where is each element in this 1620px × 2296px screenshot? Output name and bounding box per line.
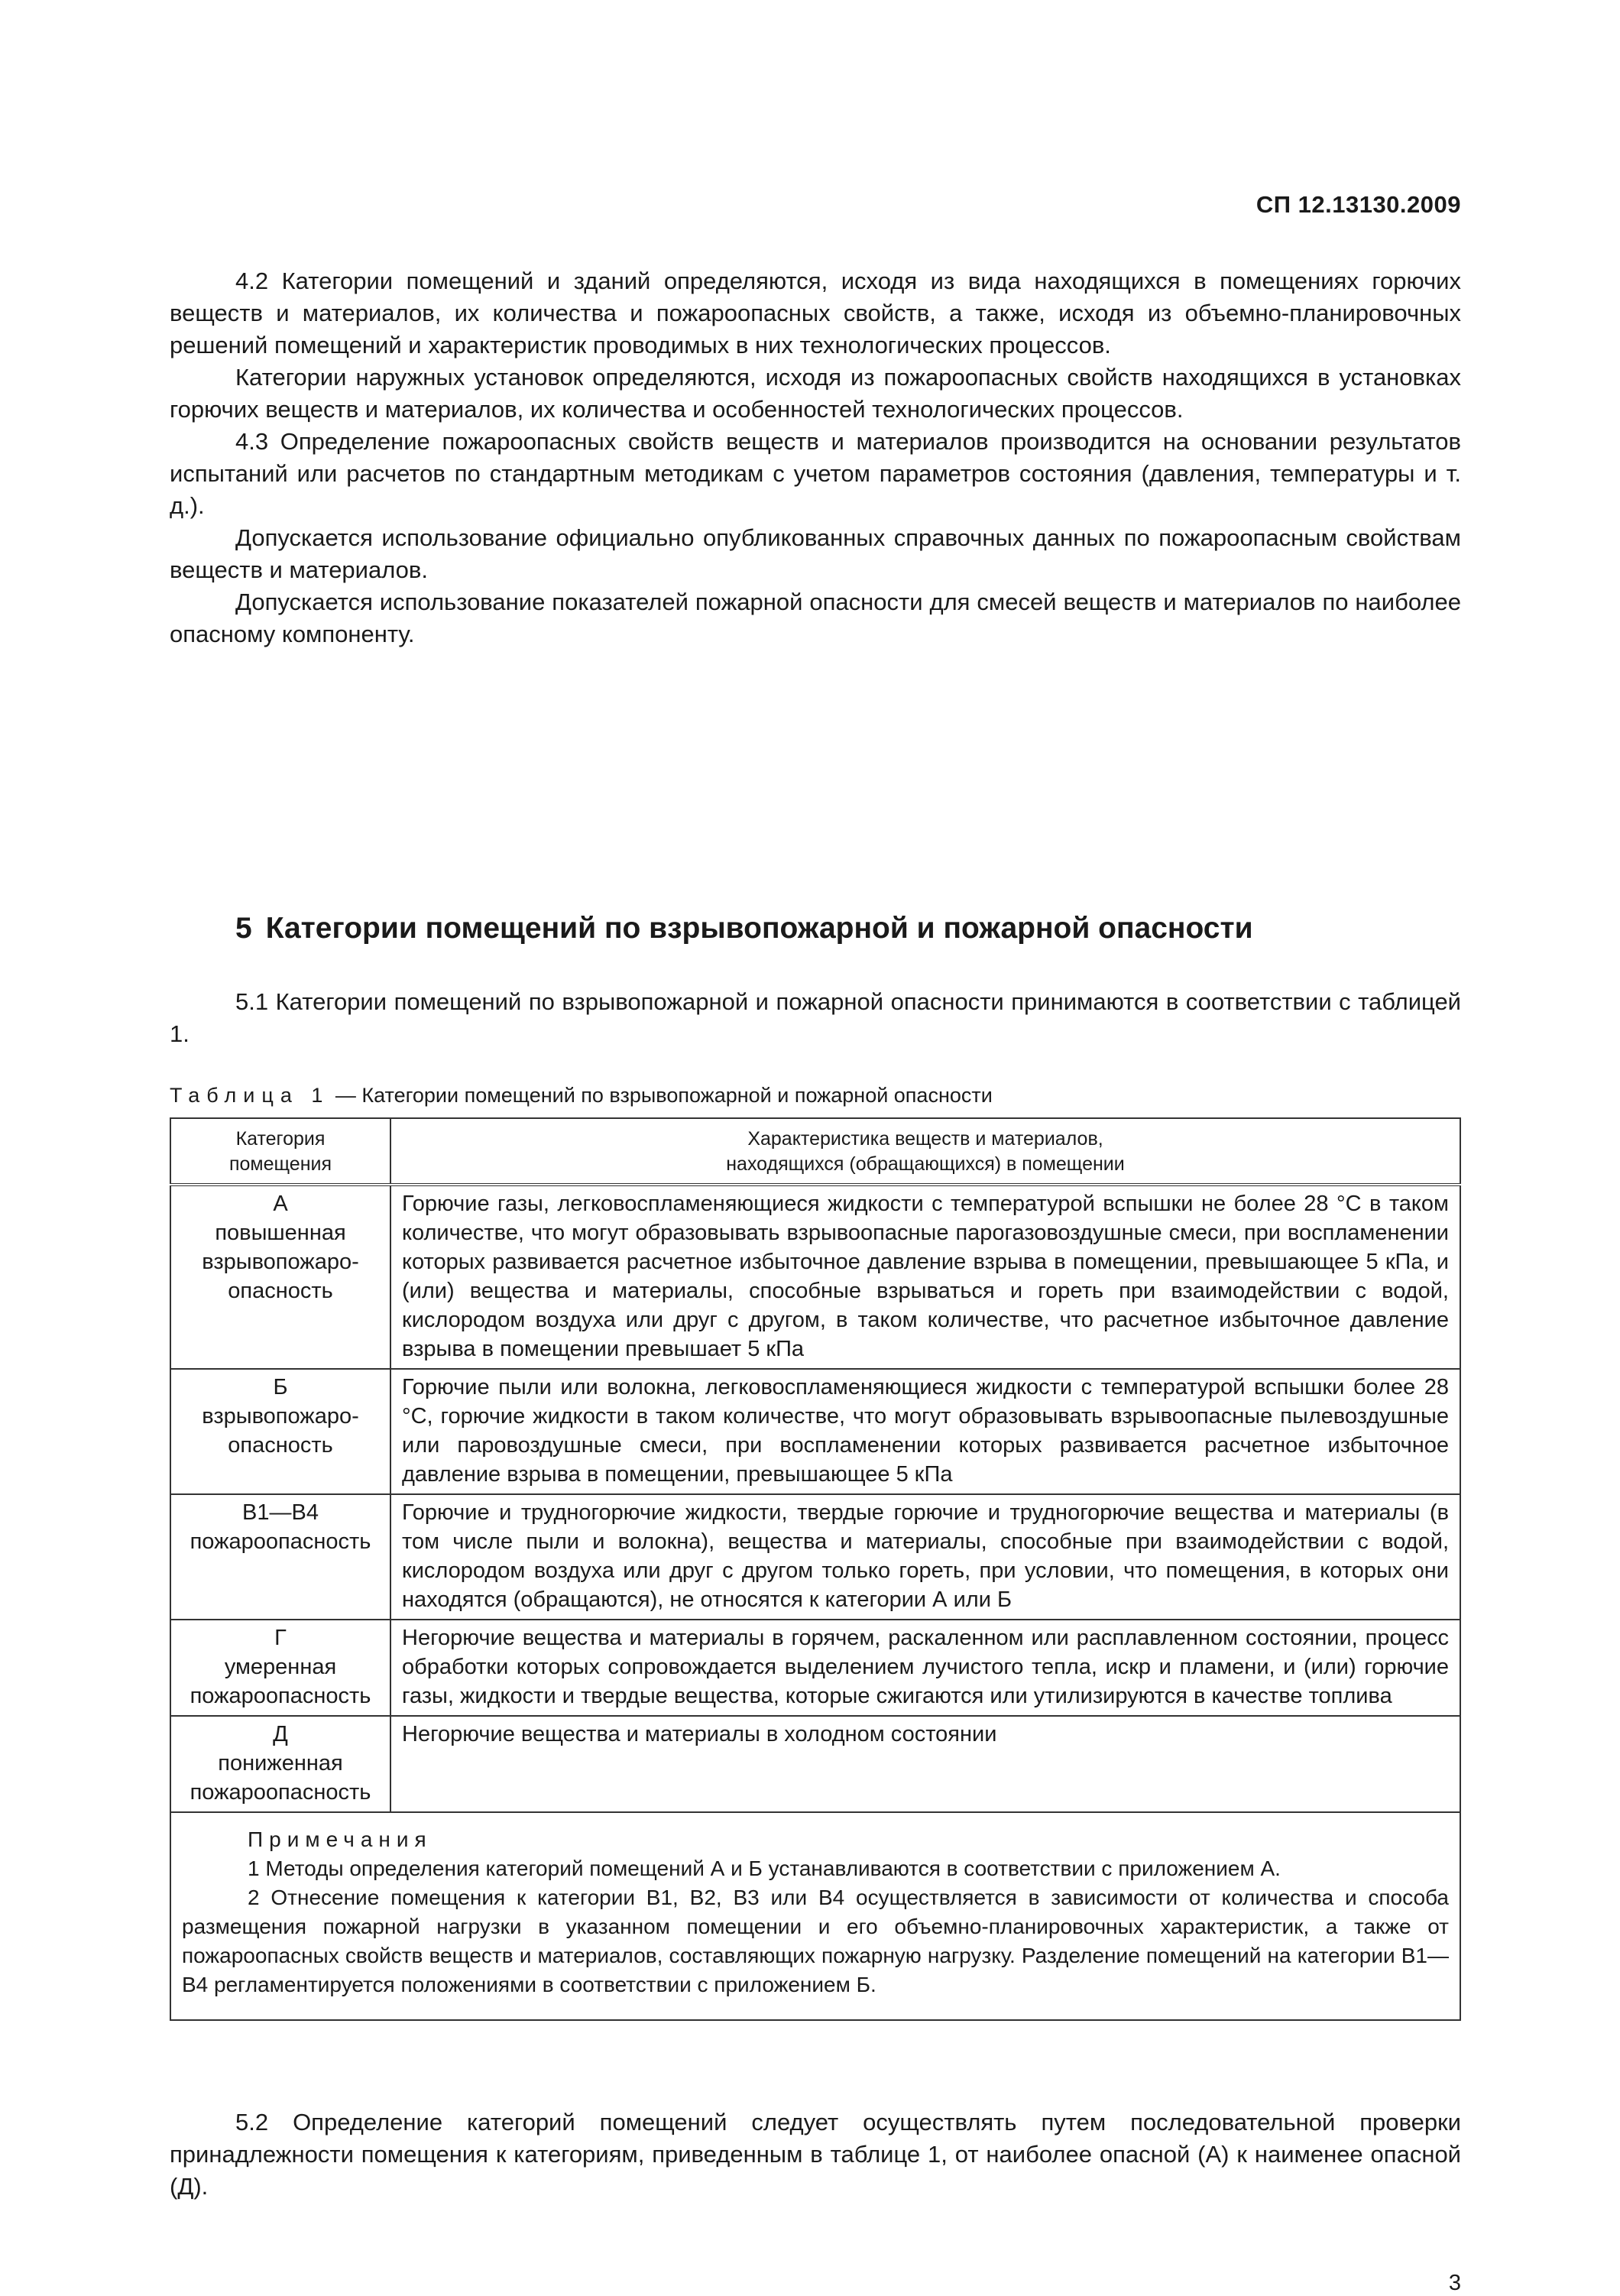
- header-category: [170, 1118, 390, 1185]
- table-notes-row: [170, 1812, 1460, 2020]
- category-letter: Д: [273, 1722, 288, 1746]
- category-letter: В1—В4: [242, 1500, 319, 1525]
- category-label: пожароопасность: [190, 1780, 371, 1805]
- category-letter: Б: [273, 1375, 288, 1399]
- category-label: взрывопожаро-: [202, 1250, 359, 1274]
- paragraph-mixtures: Допускается использование показателей пожарной опасности для смесей веществ и материалов по наиболее опасному компоненту.: [170, 589, 1461, 647]
- category-cell: [170, 1716, 390, 1812]
- description-cell: Горючие пыли или волокна, легковоспламеняющиеся жидкости с температурой вспышки более 28 °С, горючие жидкости в таком количестве, что могут образовывать взрывоопасные пылевоздушные или паровоздушные смеси, при воспламенении которых развивается расчетное избыточное давление взрыва в помещении, превышающее 5 кПа: [390, 1369, 1460, 1494]
- table-caption-label: Таблица 1: [170, 1084, 330, 1107]
- header-characteristics: [390, 1118, 1460, 1185]
- category-letter: А: [273, 1192, 288, 1216]
- table-caption: [170, 1084, 993, 1107]
- category-cell: [170, 1620, 390, 1716]
- table-notes: [170, 1812, 1460, 2020]
- section-5-title: Категории помещений по взрывопожарной и пожарной опасности: [265, 912, 1253, 945]
- description-cell: Горючие газы, легковоспламеняющиеся жидкости с температурой вспышки не более 28 °С в таком количестве, что могут образовывать взрывоопасные парогазовоздушные смеси, при воспламенении которых развивается расчетное избыточное давление взрыва в помещении, превышающее 5 кПа, и (или) вещества и материалы, способные взрываться и гореть при взаимодействии с водой, кислородом воздуха или друг с другом, в таком количестве, что расчетное избыточное давление взрыва в помещении превышает 5 кПа: [390, 1185, 1460, 1369]
- category-cell: [170, 1185, 390, 1369]
- note-item: 2 Отнесение помещения к категории В1, В2, В3 или В4 осуществляется в зависимости от количества и способа размещения пожарной нагрузки в указанном помещении и его объемно-планировочных характеристик, а также от пожароопасных свойств веществ и материалов, составляющих пожарную нагрузку. Разделение помещений на категории В1—В4 регламентируется положениями в соответствии с приложением Б.: [182, 1886, 1449, 1996]
- table-row: [170, 1620, 1460, 1716]
- document-code: СП 12.13130.2009: [1256, 191, 1461, 218]
- description-cell: Негорючие вещества и материалы в холодном состоянии: [390, 1716, 1460, 1812]
- page-number: 3: [1448, 2271, 1461, 2295]
- paragraph-4-3: 4.3 Определение пожароопасных свойств веществ и материалов производится на основании результатов испытаний или расчетов по стандартным методикам с учетом параметров состояния (давления, температуры и т. д.).: [170, 428, 1461, 519]
- header-category-line: помещения: [228, 1153, 332, 1175]
- table-header-row: [170, 1118, 1460, 1185]
- table-row: [170, 1716, 1460, 1812]
- header-characteristics-line: находящихся (обращающихся) в помещении: [726, 1153, 1125, 1175]
- categories-table: [170, 1117, 1461, 2021]
- paragraph-reference-data: Допускается использование официально опубликованных справочных данных по пожароопасным свойствам веществ и материалов.: [170, 524, 1461, 583]
- category-label: пониженная: [218, 1751, 343, 1776]
- paragraph-outdoor-installations: Категории наружных установок определяются, исходя из пожароопасных свойств находящихся в установках горючих веществ и материалов, их количества и особенностей технологических процессов.: [170, 364, 1461, 423]
- category-label: пожароопасность: [190, 1529, 371, 1554]
- section-4-text: [170, 265, 1461, 650]
- description-cell: Негорючие вещества и материалы в горячем, раскаленном или расплавленном состоянии, процесс обработки которых сопровождается выделением лучистого тепла, искр и пламени, и (или) горючие газы, жидкости и твердые вещества, которые сжигаются или утилизируются в качестве топлива: [390, 1620, 1460, 1716]
- notes-title: Примечания: [248, 1827, 433, 1851]
- category-cell: [170, 1494, 390, 1620]
- category-cell: [170, 1369, 390, 1494]
- paragraph-5-2: 5.2 Определение категорий помещений следует осуществлять путем последовательной проверки принадлежности помещения к категориям, приведенным в таблице 1, от наиболее опасной (А) к наименее опасной (Д).: [170, 2109, 1461, 2200]
- note-item: 1 Методы определения категорий помещений А и Б устанавливаются в соответствии с приложением А.: [248, 1857, 1281, 1880]
- paragraph-4-2: 4.2 Категории помещений и зданий определяются, исходя из вида находящихся в помещениях горючих веществ и материалов, их количества и пожароопасных свойств, а также, исходя из объемно-планировочных решений помещений и характеристик проводимых в них технологических процессов.: [170, 268, 1461, 358]
- table-row: [170, 1369, 1460, 1494]
- header-category-line: Категория: [235, 1128, 326, 1150]
- section-5-heading: [235, 912, 1253, 945]
- section-5-number: 5: [235, 912, 252, 945]
- category-label: опасность: [228, 1279, 333, 1303]
- paragraph-5-1: 5.1 Категории помещений по взрывопожарной и пожарной опасности принимаются в соответствии с таблицей 1.: [170, 988, 1461, 1047]
- header-characteristics-line: Характеристика веществ и материалов,: [747, 1128, 1103, 1150]
- category-label: повышенная: [215, 1221, 346, 1245]
- category-label: взрывопожаро-: [202, 1404, 359, 1429]
- table-row: [170, 1185, 1460, 1369]
- category-label: опасность: [228, 1433, 333, 1458]
- category-label: пожароопасность: [190, 1684, 371, 1708]
- description-cell: Горючие и трудногорючие жидкости, твердые горючие и трудногорючие вещества и материалы (в том числе пыли и волокна), вещества и материалы, способные при взаимодействии с водой, кислородом воздуха или друг с другом только гореть, при условии, что помещения, в которых они находятся (обращаются), не относятся к категории А или Б: [390, 1494, 1460, 1620]
- category-letter: Г: [274, 1626, 287, 1650]
- category-label: умеренная: [224, 1655, 337, 1679]
- table-caption-text: — Категории помещений по взрывопожарной и пожарной опасности: [329, 1084, 993, 1107]
- table-row: [170, 1494, 1460, 1620]
